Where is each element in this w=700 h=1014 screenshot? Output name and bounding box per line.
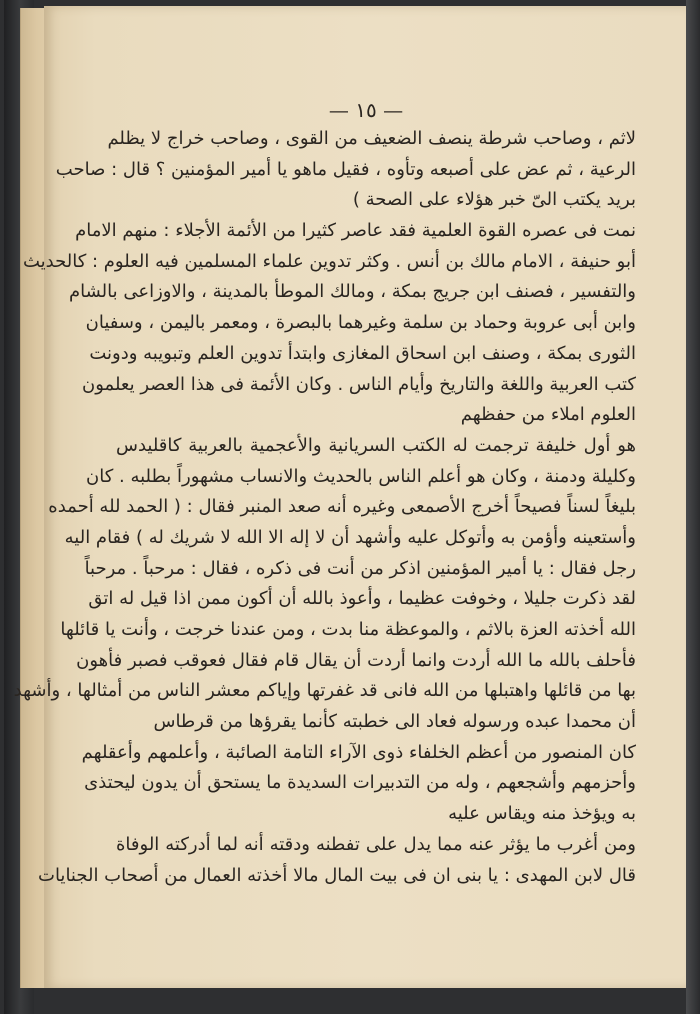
text-line: العلوم املاء من حفظهم <box>460 404 636 426</box>
text-line: هو أول خليفة ترجمت له الكتب السريانية والأعجمية بالعربية كاقليدس <box>116 434 636 456</box>
text-line: وابن أبى عروبة وحماد بن سلمة وغيرهما بالبصرة ، ومعمر باليمن ، وسفيان <box>85 312 636 334</box>
text-line: فأحلف بالله ما الله أردت وانما أردت أن يقال قام فقال فعوقب فصبر فأهون <box>76 649 636 671</box>
text-line: لاثم ، وصاحب شرطة ينصف الضعيف من القوى ، وصاحب خراج لا يظلم <box>107 128 636 149</box>
text-line: كان المنصور من أعظم الخلفاء ذوى الآراء التامة الصائبة ، وأعلمهم وأعقلهم <box>81 741 636 763</box>
text-line: الرعية ، ثم عض على أصبعه وتأوه ، فقيل ماهو يا أمير المؤمنين ؟ قال : صاحب <box>55 158 636 180</box>
text-line: به ويؤخذ منه ويقاس عليه <box>448 803 636 825</box>
text-line: بريد يكتب الىّ خبر هؤلاء على الصحة ) <box>352 189 636 211</box>
book-page <box>13 6 688 988</box>
text-line: بها من قائلها واهتبلها من الله فانى قد غفرتها وإياكم معشر الناس من أمثالها ، وأشهد <box>13 680 636 702</box>
text-line: وأحزمهم وأشجعهم ، وله من التدبيرات السديدة ما يستحق أن يدون ليحتذى <box>84 772 636 794</box>
text-line: رجل فقال : يا أمير المؤمنين اذكر من أنت فى ذكره ، فقال : مرحباً . مرحباً <box>84 557 636 579</box>
page-text <box>13 124 636 891</box>
text-line: الثورى بمكة ، وصنف ابن اسحاق المغازى وابتدأ تدوين العلم وتبويبه ودونت <box>89 342 636 364</box>
text-line: وأستعينه وأؤمن به وأتوكل عليه وأشهد أن لا إله الا الله لا شريك له ) فقام اليه <box>64 526 636 548</box>
text-line: لقد ذكرت جليلا ، وخوفت عظيما ، وأعوذ بالله أن أكون ممن اذا قيل له اتق <box>88 588 636 610</box>
right-page-shadow <box>686 0 700 1014</box>
text-line: ومن أغرب ما يؤثر عنه مما يدل على تفطنه ودقته أنه لما أدركته الوفاة <box>116 833 636 855</box>
text-line: وكليلة ودمنة ، وكان هو أعلم الناس بالحديث والانساب مشهوراً بطلبه . كان <box>86 465 636 487</box>
text-line: قال لابن المهدى : يا بنى ان فى بيت المال مالا أخذته العمال من أصحاب الجنايات <box>38 864 636 886</box>
text-line: أبو حنيفة ، الامام مالك بن أنس . وكثر تدوين علماء المسلمين فيه العلوم : كالحديث <box>22 250 636 272</box>
text-line: نمت فى عصره القوة العلمية فقد عاصر كثيرا من الأئمة الأجلاء : منهم الامام <box>75 220 636 242</box>
text-line: أن محمدا عبده ورسوله فعاد الى خطبته كأنما يقرؤها من قرطاس <box>153 711 636 733</box>
text-line: الله أخذته العزة بالاثم ، والموعظة منا بدت ، ومن عندنا خرجت ، وأنت يا قائلها <box>60 619 636 640</box>
text-line: بليغاً لسناً فصيحاً أخرج الأصمعى وغيره أنه صعد المنبر فقال : ( الحمد لله أحمده <box>48 496 636 518</box>
text-line: والتفسير ، فصنف ابن جريج بمكة ، ومالك الموطأ بالمدينة ، والاوزاعى بالشام <box>68 281 636 303</box>
text-line: كتب العربية واللغة والتاريخ وأيام الناس . وكان الأئمة فى هذا العصر يعلمون <box>82 373 636 395</box>
page-number: — ١٥ — <box>328 98 404 122</box>
